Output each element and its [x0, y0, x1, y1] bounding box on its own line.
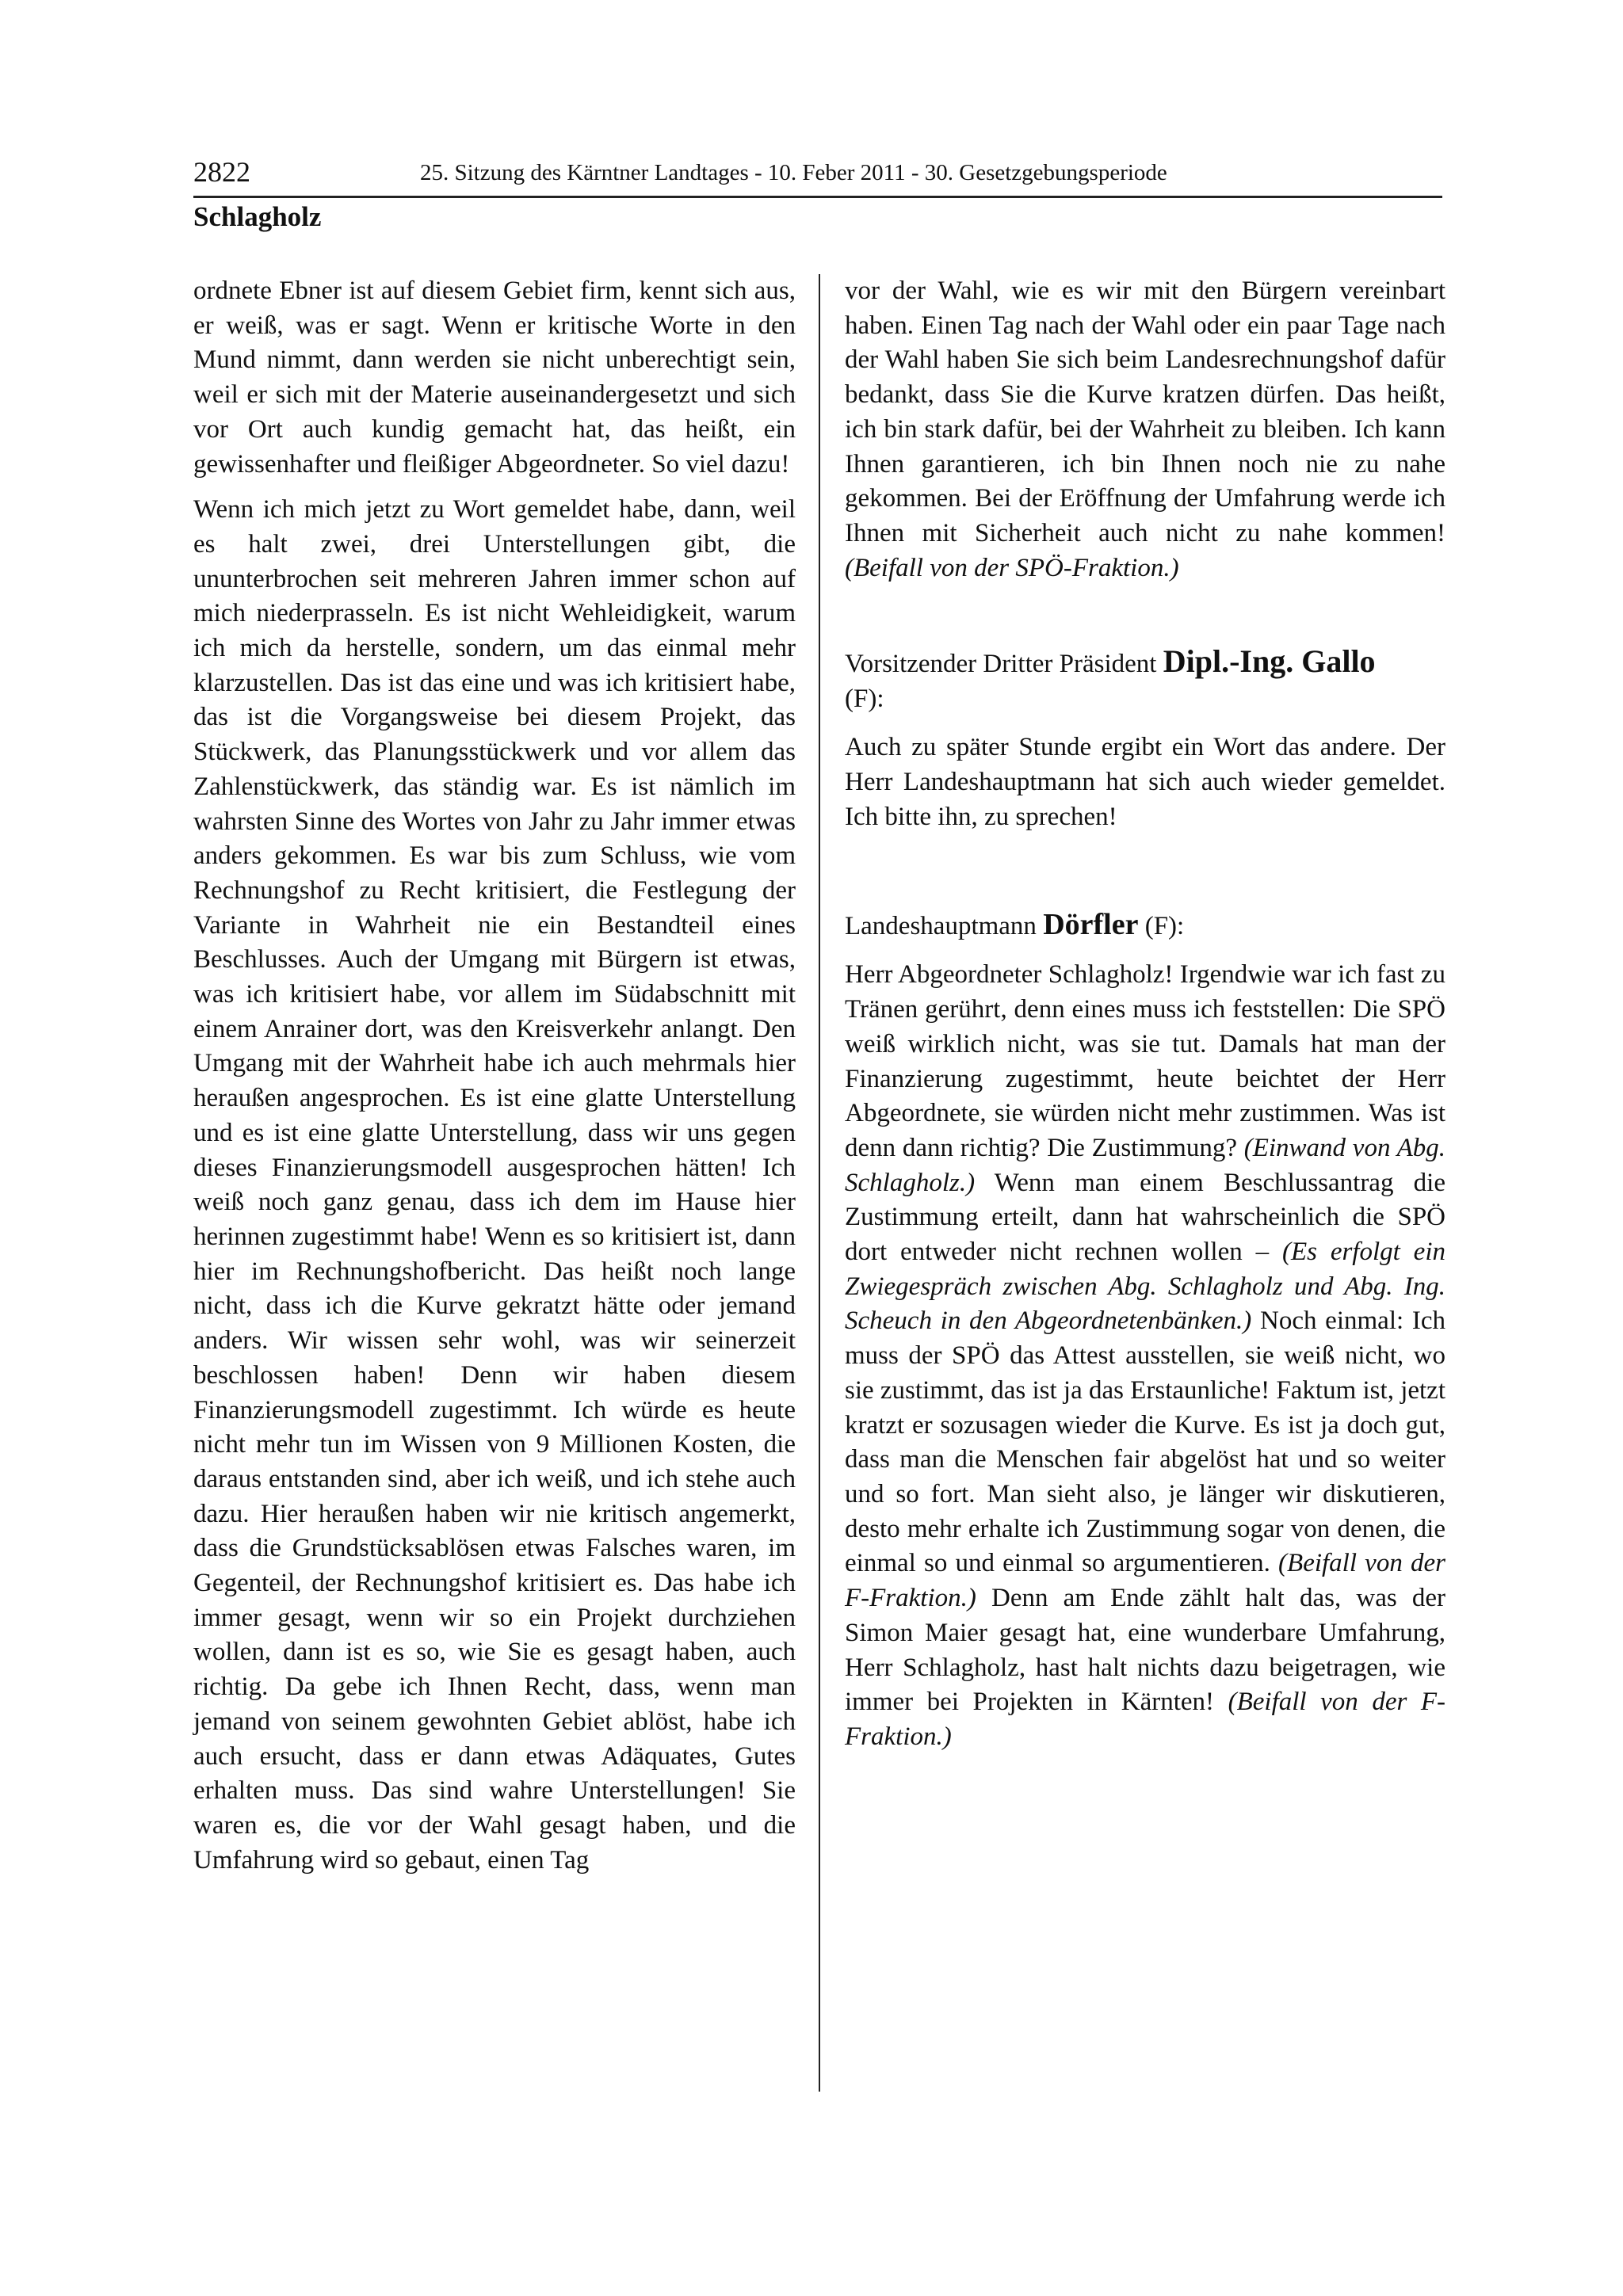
speaker-line [845, 644, 1445, 716]
interjection: (Einwand von Abg. Schlagholz.) [845, 1133, 1445, 1197]
column-divider [819, 274, 820, 2092]
paragraph [845, 958, 1445, 1754]
header-rule [193, 196, 1442, 198]
speaker-name: Dipl.-Ing. Gallo [1163, 643, 1376, 680]
interjection: (Beifall von der SPÖ-Fraktion.) [845, 553, 1179, 582]
interjection: (Beifall von der F-Fraktion.) [845, 1688, 1445, 1751]
interjection: (Beifall von der F-Fraktion.) [845, 1549, 1445, 1613]
speaker-party: (F): [1144, 912, 1185, 941]
speaker-role: Vorsitzender Dritter Präsident [845, 650, 1157, 679]
paragraph [845, 274, 1445, 585]
paragraph-text: vor der Wahl, wie es wir mit den Bürgern vereinbart haben. Einen Tag nach der Wahl oder ein paar Tage nach der Wahl haben Sie sich beim Landesrechnungshof dafür bedankt, dass Sie die Kurve kratzen dürfen. Das heißt, ich bin stark dafür, bei der Wahrheit zu bleiben. Ich kann Ihnen garantieren, ich bin Ihnen noch nie zu nahe gekommen. Bei der Eröffnung der Umfahrung werde ich Ihnen mit Sicherheit auch nicht zu nahe kommen! [845, 277, 1445, 547]
left-column [193, 274, 796, 1878]
paragraph: Auch zu später Stunde ergibt ein Wort das andere. Der Herr Landeshauptmann hat sich auch wieder gemeldet. Ich bitte ihn, zu sprechen! [845, 733, 1445, 831]
spacer [845, 716, 1445, 730]
speaker-party: (F): [845, 685, 884, 714]
speaker-heading: Schlagholz [193, 201, 322, 232]
speaker-role: Landeshauptmann [845, 912, 1037, 941]
page-number: 2822 [193, 156, 250, 188]
paragraph: ordnete Ebner ist auf diesem Gebiet firm, kennt sich aus, er weiß, was er sagt. Wenn er kritische Worte in den Mund nimmt, dann werden sie nicht unberechtigt sein, weil er sich mit der Materie auseinandergesetzt und sich vor Ort auch kundig gemacht hat, das heißt, ein gewissenhafter und fleißiger Abgeordneter. So viel dazu! [193, 277, 796, 479]
spacer [845, 944, 1445, 958]
paragraph-text: Denn am Ende zählt halt das, was der Simon Maier gesagt hat, eine wunderbare Umfahrung, Herr Schlagholz, hast halt nichts dazu beigetragen, wie immer bei Projekten in Kärnten! [845, 1584, 1445, 1717]
spacer [845, 834, 1445, 907]
speaker-line [845, 907, 1445, 944]
running-title: 25. Sitzung des Kärntner Landtages - 10. Feber 2011 - 30. Gesetzgebungsperiode [420, 160, 1167, 185]
interjection: (Es erfolgt ein Zwiegespräch zwischen Abg. Schlagholz und Abg. Ing. Scheuch in den Abgeordnetenbänken.) [845, 1238, 1445, 1336]
speaker-name: Dörfler [1043, 908, 1139, 942]
spacer [845, 585, 1445, 644]
paragraph-text: Noch einmal: Ich muss der SPÖ das Attest ausstellen, sie weiß nicht, wo sie zustimmt, das ist ja das Erstaunliche! Faktum ist, jetzt kratzt er sozusagen wieder die Kurve. Es ist ja doch gut, dass man die Menschen fair abgelöst hat und so weiter und so fort. Man sieht also, je länger wir diskutieren, desto mehr erhalte ich Zustimmung sogar von denen, die einmal so und einmal so argumentieren. [845, 1306, 1446, 1578]
paragraph-text: Wenn man einem Beschlussantrag die Zustimmung erteilt, dann hat wahrscheinlich die SPÖ dort entweder nicht rechnen wollen – [845, 1168, 1445, 1267]
right-column [845, 274, 1445, 1755]
paragraph-text: Herr Abgeordneter Schlagholz! Irgendwie war ich fast zu Tränen gerührt, denn eines muss ich feststellen: Die SPÖ weiß wirklich nicht, was sie tut. Damals hat man der Finanzierung zugestimmt, heute beichtet der Herr Abgeordnete, sie würden nicht mehr zustimmen. Was ist denn dann richtig? Die Zustimmung? [845, 960, 1445, 1162]
paragraph: Wenn ich mich jetzt zu Wort gemeldet habe, dann, weil es halt zwei, drei Unterstellungen gibt, die ununterbrochen seit mehreren Jahren immer schon auf mich niederprasseln. Es ist nicht Wehleidigkeit, warum ich mich da herstelle, sondern, um das einmal mehr klarzustellen. Das ist das eine und was ich kritisiert habe, das ist die Vorgangsweise bei diesem Projekt, das Stückwerk, das Planungsstückwerk und vor allem das Zahlenstückwerk, das ständig war. Es ist nämlich im wahrsten Sinne des Wortes von Jahr zu Jahr immer etwas anders gekommen. Es war bis zum Schluss, wie vom Rechnungshof zu Recht kritisiert, die Festlegung der Variante in Wahrheit nie ein Bestandteil eines Beschlusses. Auch der Umgang mit Bürgern ist etwas, was ich kritisiert habe, vor allem im Südabschnitt mit einem Anrainer dort, was den Kreisverkehr anlangt. Den Umgang mit der Wahrheit habe ich auch mehrmals hier heraußen angesprochen. Es ist eine glatte Unterstellung und es ist eine glatte Unterstellung, dass wir uns gegen dieses Finanzierungsmodell ausgesprochen hätten! Ich weiß noch ganz genau, dass ich dem im Hause hier herinnen zugestimmt habe! Wenn es so kritisiert ist, dann hier im Rechnungshofbericht. Das heißt noch lange nicht, dass ich die Kurve gekratzt hätte oder jemand anders. Wir wissen sehr wohl, was wir seinerzeit beschlossen haben! Denn wir haben diesem Finanzierungsmodell zugestimmt. Ich würde es heute nicht mehr tun im Wissen von 9 Millionen Kosten, die daraus entstanden sind, aber ich weiß, und ich stehe auch dazu. Hier heraußen haben wir nie kritisch angemerkt, dass die Grundstücksablösen etwas Falsches waren, im Gegenteil, der Rechnungshof kritisiert es. Das habe ich immer gesagt, wenn wir so ein Projekt durchziehen wollen, dann ist es so, wie Sie es gesagt haben, auch richtig. Da gebe ich Ihnen Recht, dass, wenn man jemand von seinem gewohnten Gebiet ablöst, habe ich auch ersucht, dass er dann etwas Adäquates, Gutes erhalten muss. Das sind wahre Unterstellungen! Sie waren es, die vor der Wahl gesagt haben, und die Umfahrung wird so gebaut, einen Tag [193, 495, 796, 1875]
